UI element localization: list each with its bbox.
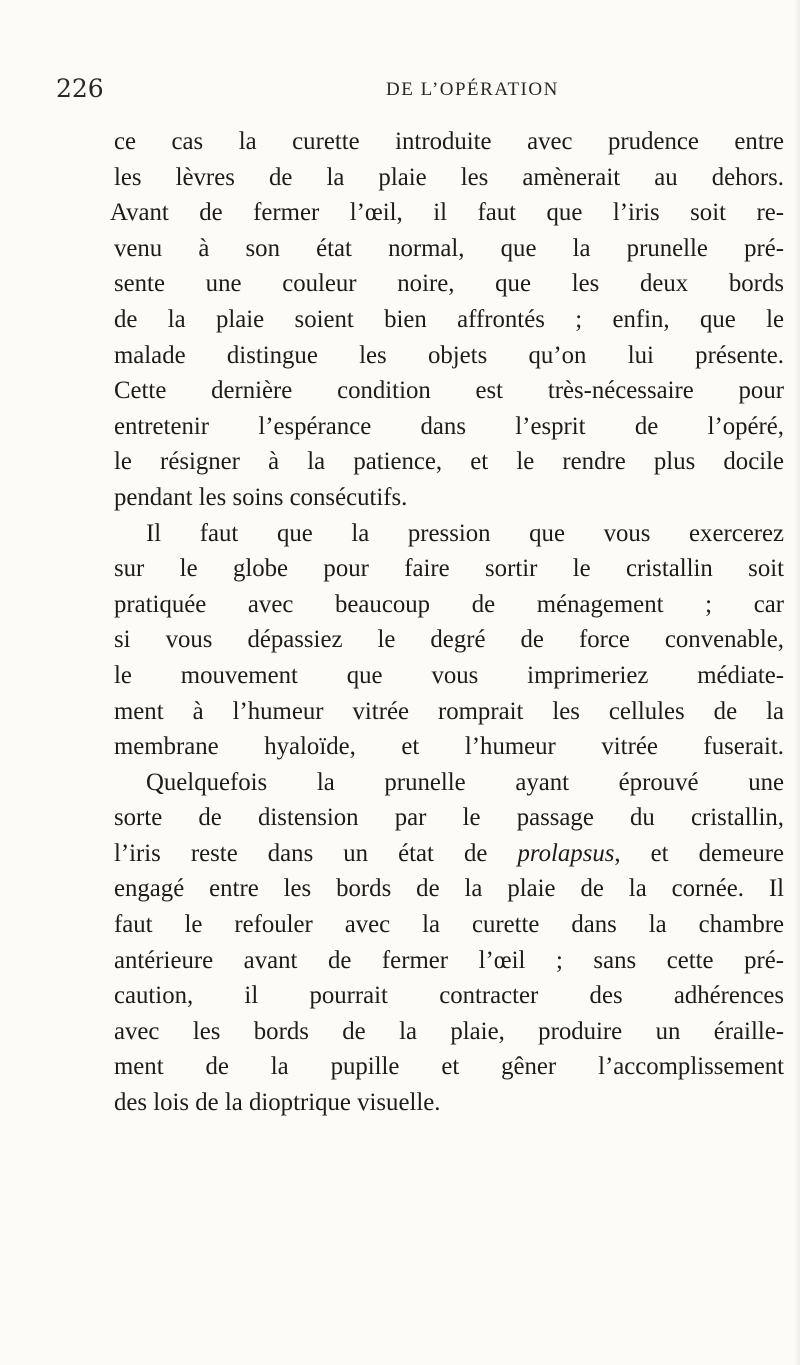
text-segment: l’iris reste dans un état de [114,839,518,867]
text-line: Cette dernière condition est très-nécessaire pour [114,377,784,405]
page-header [56,74,796,110]
text-line: sorte de distension par le passage du cristallin, [114,804,784,832]
text-line: Avant de fermer l’œil, il faut que l’iris soit re- [110,199,784,227]
text-line: venu à son état normal, que la prunelle pré- [114,234,784,262]
text-line: pratiquée avec beaucoup de ménagement ; car [114,590,784,618]
text-line: ment de la pupille et gêner l’accomplissement [114,1053,784,1081]
page-number: 226 [56,74,104,103]
text-line: ce cas la curette introduite avec prudence entre [114,128,784,155]
text-line: malade distingue les objets qu’on lui présente. [114,341,784,369]
text-line [114,836,784,872]
page-edge-shadow [794,0,800,1365]
text-line: des lois de la dioptrique visuelle. [114,1089,441,1117]
text-line: antérieure avant de fermer l’œil ; sans cette pré- [114,946,784,974]
text-line: le mouvement que vous imprimeriez médiate- [114,661,784,689]
body-text [110,124,784,1121]
text-line: avec les bords de la plaie, produire un éraille- [114,1017,784,1045]
text-line: de la plaie soient bien affrontés ; enfin, que le [114,305,784,333]
text-line: Il faut que la pression que vous exercerez [146,519,784,547]
text-line: pendant les soins consécutifs. [114,483,408,511]
running-head: DE L’OPÉRATION [386,79,559,100]
text-line: sente une couleur noire, que les deux bords [114,270,784,298]
text-line: entretenir l’espérance dans l’esprit de l’opéré, [114,412,784,440]
text-line: sur le globe pour faire sortir le cristallin soit [114,555,784,583]
text-line: caution, il pourrait contracter des adhérences [114,982,784,1010]
text-segment: , et demeure [614,839,784,867]
text-line: les lèvres de la plaie les amènerait au dehors. [114,163,784,191]
text-line: faut le refouler avec la curette dans la chambre [114,911,784,939]
text-line: le résigner à la patience, et le rendre plus docile [114,448,784,476]
text-line: ment à l’humeur vitrée romprait les cellules de la [114,697,784,725]
text-line: Quelquefois la prunelle ayant éprouvé une [146,768,784,796]
text-line: engagé entre les bords de la plaie de la cornée. Il [114,875,784,903]
text-line: membrane hyaloïde, et l’humeur vitrée fuserait. [114,733,784,761]
italic-term: prolapsus [517,839,615,867]
text-line: si vous dépassiez le degré de force convenable, [114,626,784,654]
